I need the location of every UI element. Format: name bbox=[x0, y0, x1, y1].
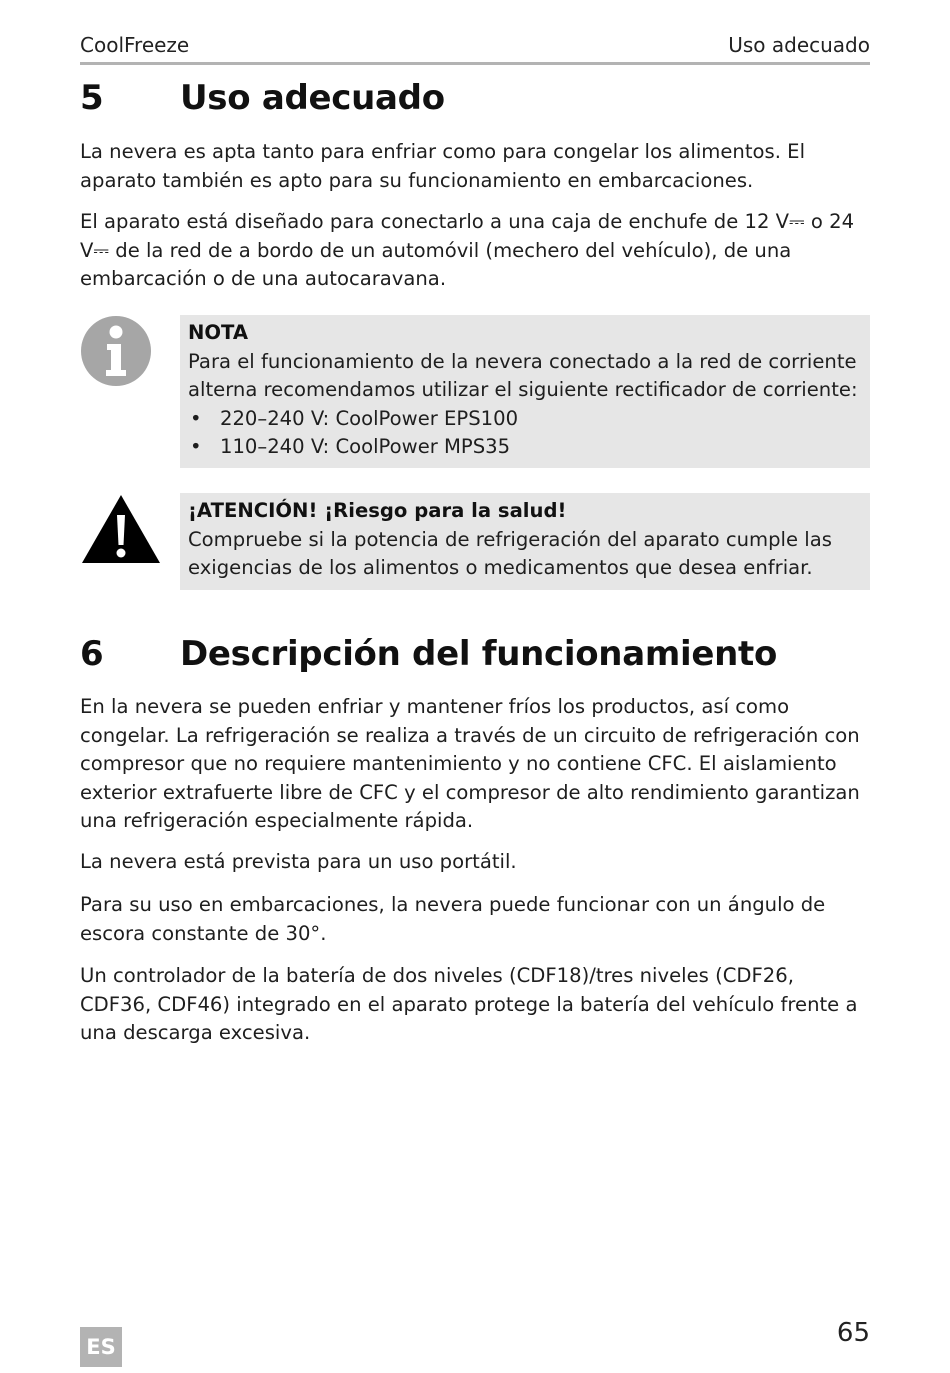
section-6-title: Descripción del funcionamiento bbox=[180, 634, 778, 674]
language-badge: ES bbox=[80, 1327, 122, 1367]
warning-triangle-icon bbox=[80, 493, 162, 569]
section-6-paragraph-2: La nevera está prevista para un uso portátil. bbox=[80, 850, 517, 873]
list-item: • 220–240 V: CoolPower EPS100 bbox=[188, 405, 860, 434]
section-5-heading bbox=[80, 78, 445, 118]
note-callout bbox=[180, 315, 870, 468]
note-list bbox=[188, 405, 860, 462]
note-title: NOTA bbox=[188, 321, 249, 344]
header-product-name: CoolFreeze bbox=[80, 33, 190, 57]
section-6-number: 6 bbox=[80, 634, 104, 674]
section-6-heading bbox=[80, 634, 777, 674]
section-6-paragraph-4: Un controlador de la batería de dos niveles (CDF18)/tres niveles (CDF26, CDF36, CDF46) integrado en el aparato protege la batería del vehículo frente a una descarga excesiva. bbox=[80, 964, 858, 1045]
section-5-title: Uso adecuado bbox=[180, 78, 445, 118]
note-text: Para el funcionamiento de la nevera conectado a la red de corriente alterna recomendamos utilizar el siguiente rectificador de corriente: bbox=[188, 349, 858, 402]
warning-text: Compruebe si la potencia de refrigeración del aparato cumple las exigencias de los alimentos o medicamentos que desea enfriar. bbox=[188, 527, 832, 580]
section-6-paragraph-1: En la nevera se pueden enfriar y mantener fríos los productos, así como congelar. La refrigeración se realiza a través de un circuito de refrigeración con compresor que no requiere mantenimiento y no contiene CFC. El aislamiento exterior extrafuerte libre de CFC y el compresor de alto rendimiento garantizan una refrigeración especialmente rápida. bbox=[80, 695, 860, 833]
warning-callout bbox=[180, 493, 870, 590]
running-header bbox=[80, 30, 870, 65]
section-5-number: 5 bbox=[80, 78, 104, 118]
page-number: 65 bbox=[836, 1318, 870, 1348]
section-6-paragraph-3: Para su uso en embarcaciones, la nevera puede funcionar con un ángulo de escora constante de 30°. bbox=[80, 893, 826, 945]
header-section-name: Uso adecuado bbox=[728, 33, 870, 57]
info-icon bbox=[80, 315, 152, 391]
section-5-paragraph-2: El aparato está diseñado para conectarlo a una caja de enchufe de 12 V⎓ o 24 V⎓ de la red de a bordo de un automóvil (mechero del vehículo), de una embarcación o de una autocaravana. bbox=[80, 210, 855, 291]
list-item: • 110–240 V: CoolPower MPS35 bbox=[188, 433, 860, 462]
warning-title: ¡ATENCIÓN! ¡Riesgo para la salud! bbox=[188, 499, 567, 522]
section-5-paragraph-1: La nevera es apta tanto para enfriar como para congelar los alimentos. El aparato también es apto para su funcionamiento en embarcaciones. bbox=[80, 140, 806, 192]
